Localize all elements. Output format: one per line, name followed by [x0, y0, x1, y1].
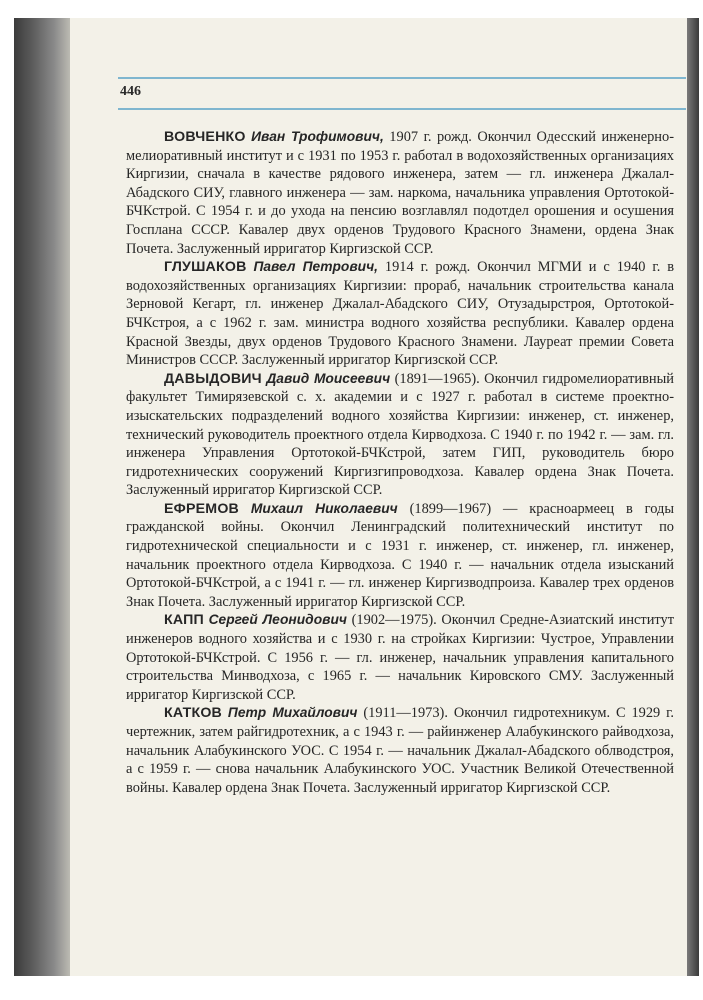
entry-efremov — [126, 500, 674, 612]
entry-text: (1911—1973). Окончил гидротехникум. С 1929 г. чертежник, затем райгидротехник, а с 1943 г. — райинженер Алабукинского райводхоза, начальник Алабукинского УОС. С 1954 г. — начальник Джалал-Абадского облводстроя, а с 1959 г. — снова начальник Алабукинского УОС. Участник Великой Отечественной войны. Кавалер ордена Знак Почета. Заслуженный ирригатор Киргизской ССР. — [126, 705, 674, 796]
entry-text: (1891—1965). Окончил гидромелиоративный факультет Тимирязевской с. х. академии и с 1927 г. работал в системе проектно-изыскательских подразделений водного хозяйства Киргизии: инженер, ст. инженер, технический руководитель проектного отдела Кирводхоза. С 1940 г. по 1942 г. — зам. гл. инженера Управления Ортотокой-БЧКстрой, затем ГИП, руководитель бюро гидротехнических сооружений Киргизгипроводхоза. Кавалер ордена Знак Почета. Заслуженный ирригатор Киргизской ССР. — [126, 370, 674, 499]
entry-text: 1914 г. рожд. Окончил МГМИ и с 1940 г. в водохозяйственных организациях Киргизии: прораб, начальник строительства канала Зерновой Кегарт, гл. инженер Джалал-Абадского СИУ, Отузадырстроя, Ортотокой-БЧКстроя, а с 1962 г. зам. министра водного хозяйства республики. Кавалер ордена Красной Звезды, двух орденов Трудового Красного Знамени. Лауреат премии Совета Министров СССР. Заслуженный ирригатор Киргизской ССР. — [126, 259, 674, 369]
entry-text: 1907 г. рожд. Окончил Одесский инженерно-мелиоративный институт и с 1931 по 1953 г. работал в водохозяйственных организациях Киргизии, сначала в качестве рядового инженера, затем — гл. инженера Джалал-Абадского СИУ, главного инженера — зам. наркома, начальника управления Ортотокой-БЧКстрой. С 1954 г. и до ухода на пенсию возглавлял подотдел орошения и осушения Госплана СССР. Кавалер двух орденов Трудового Красного Знамени, ордена Знак Почета. Заслуженный ирригатор Киргизской ССР. — [126, 129, 674, 257]
entry-surname: ЕФРЕМОВ — [164, 500, 239, 517]
page-number: 446 — [120, 84, 141, 99]
entry-kapp — [126, 611, 674, 704]
entry-katkov — [126, 704, 674, 797]
entry-list — [126, 128, 674, 797]
entry-surname: КАПП — [164, 612, 204, 629]
entry-surname: ВОВЧЕНКО — [164, 129, 246, 145]
entry-given-name: Иван Трофимович, — [251, 129, 384, 144]
entry-given-name: Давид Моисеевич — [266, 370, 391, 386]
book-page — [70, 18, 688, 976]
entry-given-name: Павел Петрович, — [253, 259, 378, 275]
scan-shadow-right — [687, 18, 699, 976]
entry-surname: ДАВЫДОВИЧ — [164, 370, 262, 387]
entry-surname: ГЛУШАКОВ — [164, 259, 247, 276]
header-rule-bottom — [118, 108, 686, 110]
header-rule-top — [118, 77, 686, 79]
entry-glushakov — [126, 258, 674, 370]
entry-given-name: Михаил Николаевич — [250, 500, 398, 516]
entry-text: (1899—1967) — красноармеец в годы гражданской войны. Окончил Ленинградский политехнический институт по гидротехнической специальности и с 1931 г. инженер, ст. инженер, гл. инженер, начальник проектного отдела Кирводхоза. С 1940 г. — начальник отдела изысканий Ортотокой-БЧКстрой, а с 1941 г. — гл. инженер Киргизводпроиза. Кавалер трех орденов Знак Почета. Заслуженный ирригатор Киргизской ССР. — [126, 500, 674, 610]
entry-given-name: Петр Михайлович — [227, 705, 358, 721]
entry-surname: КАТКОВ — [164, 705, 223, 722]
entry-davydovich — [126, 370, 674, 500]
entry-text: (1902—1975). Окончил Средне-Азиатский институт инженеров водного хозяйства и с 1930 г. на стройках Киргизии: Чустрое, Управлении Ортотокой-БЧКстрой. С 1956 г. — гл. инженер, начальник управления капитального строительства Минводхоза, с 1965 г. — начальник Кировского СМУ. Заслуженный ирригатор Киргизской ССР. — [126, 612, 674, 703]
entry-given-name: Сергей Леонидович — [208, 612, 347, 628]
entry-vovchenko — [126, 128, 674, 258]
scan-shadow-left — [14, 18, 76, 976]
